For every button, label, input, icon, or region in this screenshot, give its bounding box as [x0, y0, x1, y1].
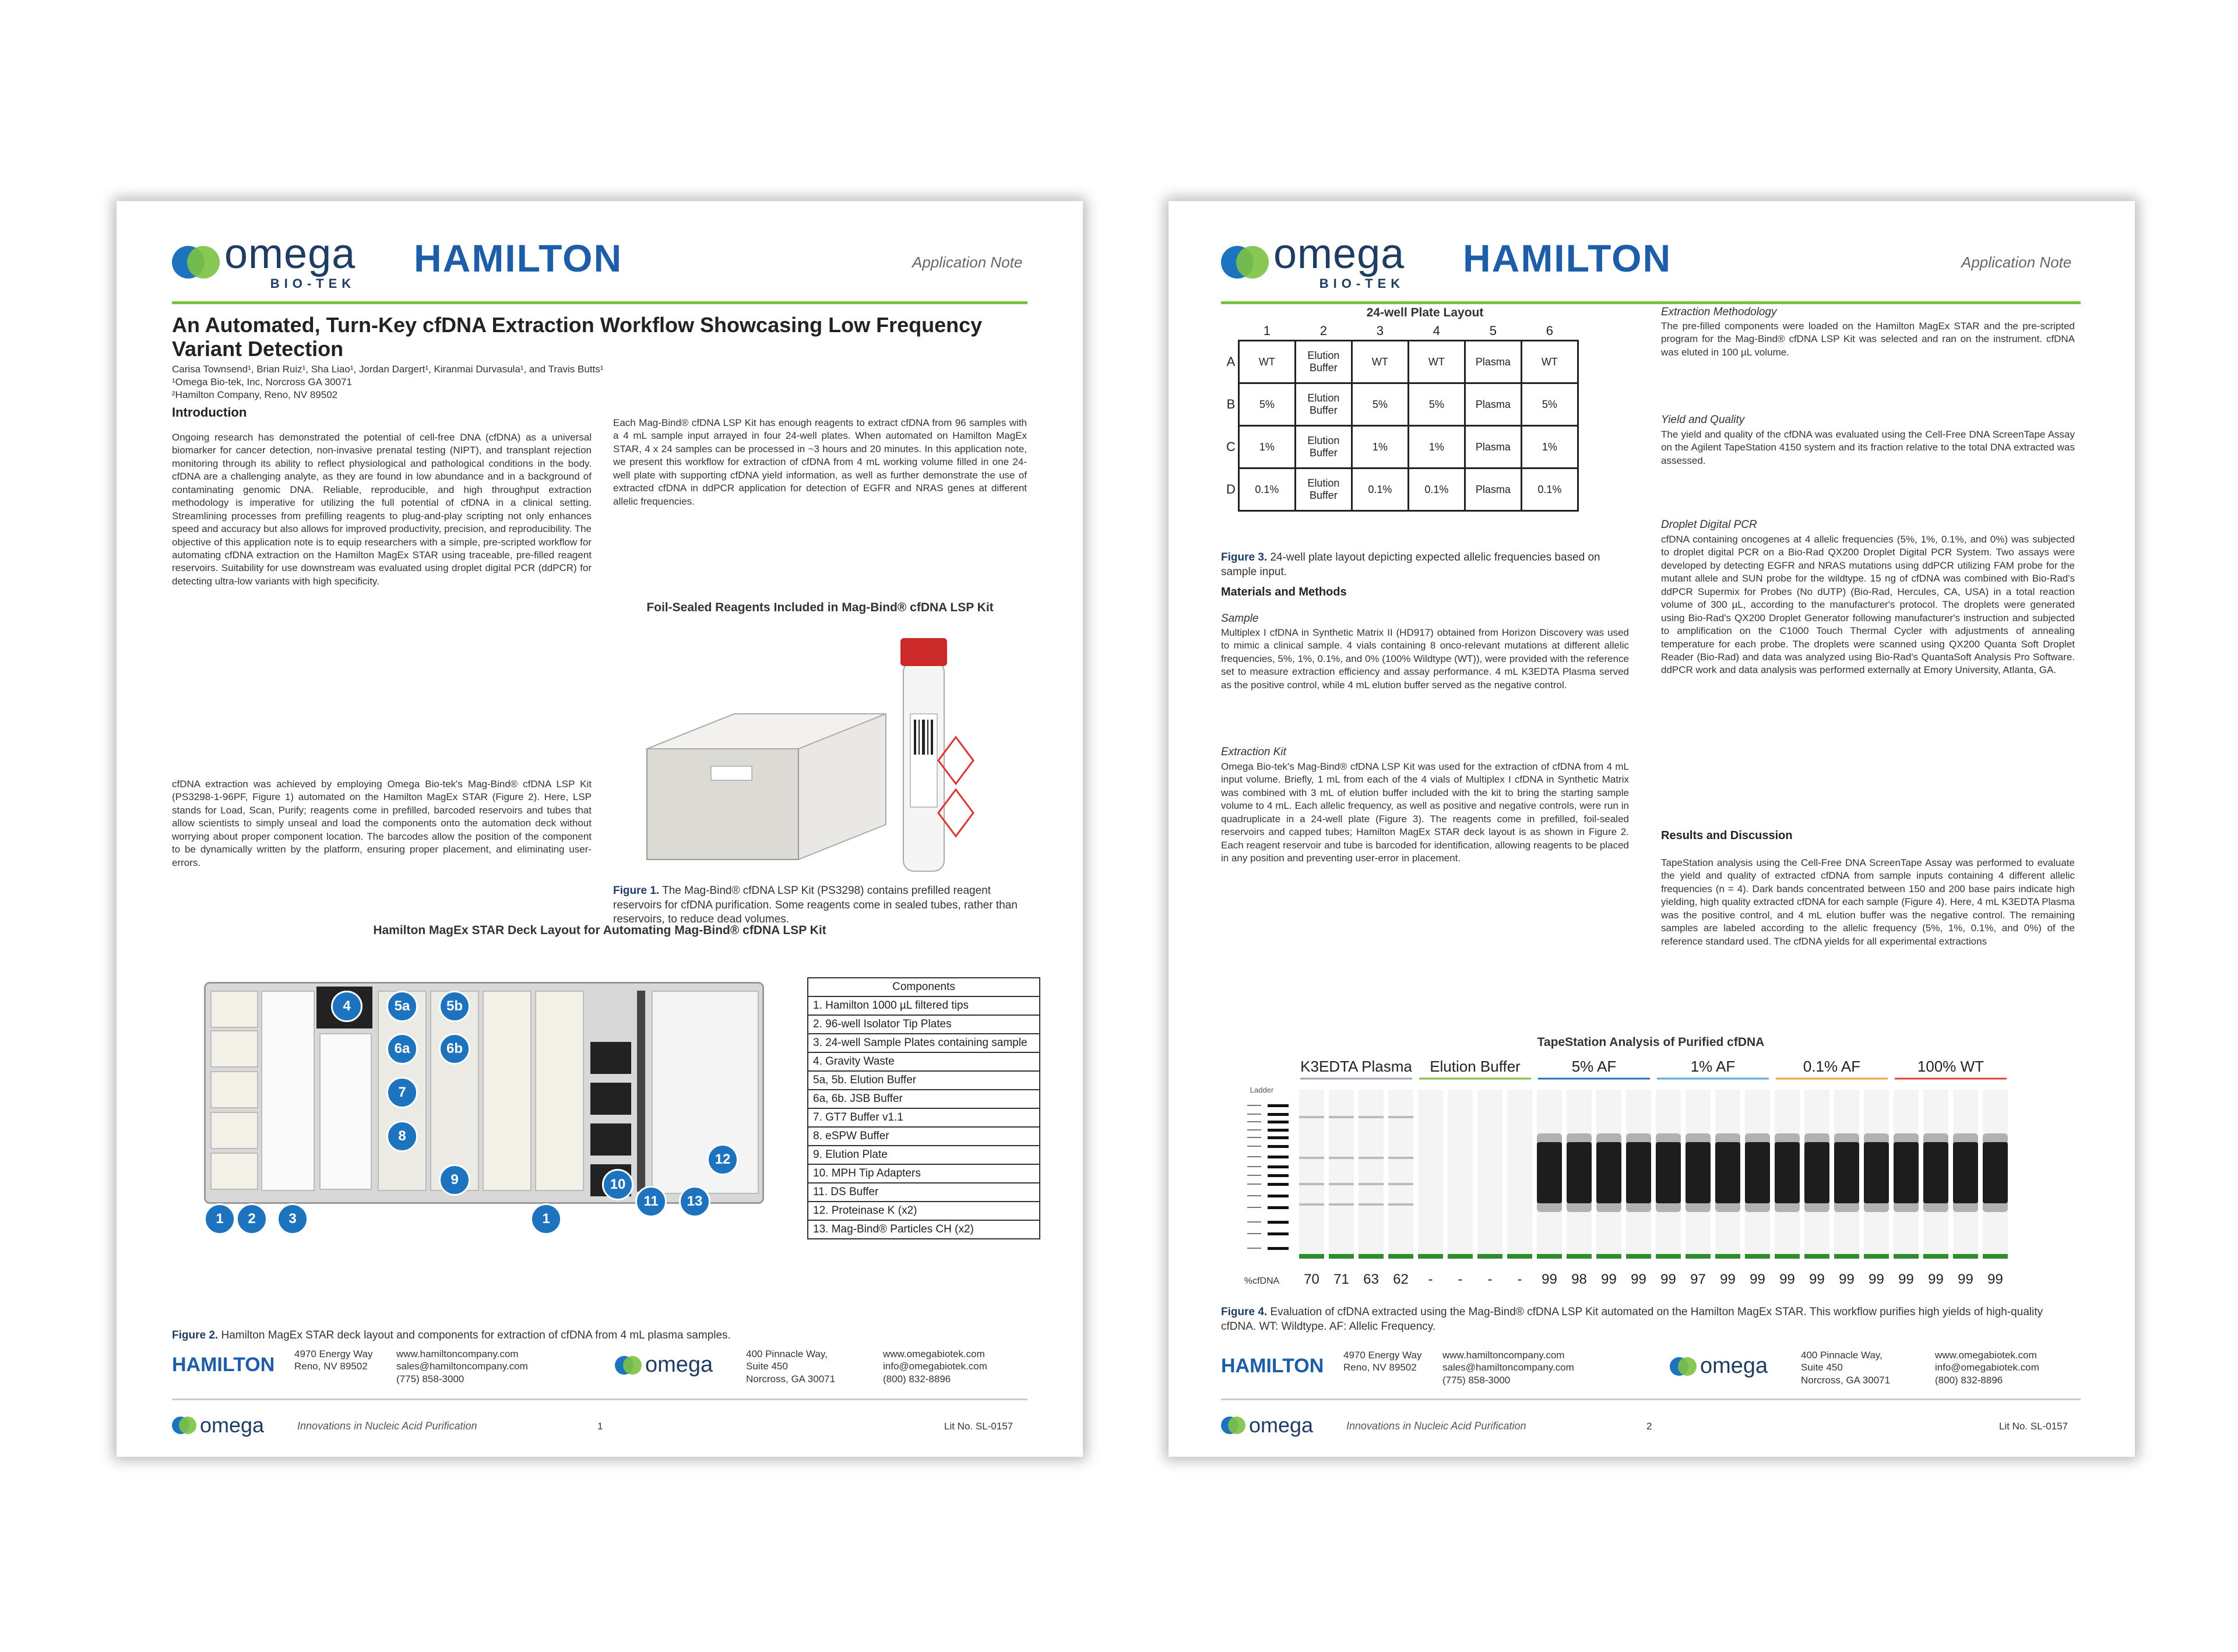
omega-sub: BIO-TEK [1319, 276, 1405, 291]
deck-badge: 12 [707, 1144, 738, 1175]
extraction-kit-text: Omega Bio-tek's Mag-Bind® cfDNA LSP Kit was used for the extraction of cfDNA from 4 mL input volume. Briefly, 1 mL from each of the 4 vials of Multiplex I cfDNA in Synthetic Matrix was combined with 3 mL of elution buffer included with the kit to bring the starting sample volume to 4 mL. Each allelic frequency, as well as positive and negative controls, were run in quadruplicate in a 24-well plate (Figure 3). The reagents come in prefilled, foil-sealed reservoirs and capped tubes; Hamilton MagEx STAR deck layout is as shown in Figure 2. Each reagent reservoir and tube is barcoded for identification, allowing reagents to be placed in any position and preventing user-error in placement. [1221, 761, 1629, 864]
gel-band-faint [1388, 1157, 1413, 1159]
lower-marker-band [1894, 1254, 1919, 1259]
gel-cfdna-value: 99 [1631, 1271, 1646, 1287]
deck-badge: 7 [386, 1077, 418, 1108]
deck-badge: 6a [386, 1033, 418, 1065]
omega-contact: www.omegabiotek.com info@omegabiotek.com (800) 832-8896 [1935, 1350, 2039, 1386]
ladder-tick [1247, 1129, 1261, 1130]
ladder-band [1268, 1113, 1289, 1116]
omega-footer-word: omega [645, 1352, 713, 1377]
contact-footer [1221, 1349, 2081, 1390]
component-row: 1. Hamilton 1000 µL filtered tips [808, 996, 1040, 1015]
lower-marker-band [1804, 1254, 1829, 1259]
gel-band-faint [1329, 1157, 1354, 1159]
gel-band-smear [1775, 1133, 1800, 1212]
gel-band-smear [1894, 1133, 1919, 1212]
ladder-band [1268, 1121, 1289, 1123]
ladder-tick [1247, 1137, 1261, 1138]
component-row: 5a, 5b. Elution Buffer [808, 1071, 1040, 1090]
gel-cfdna-value: 99 [1542, 1271, 1557, 1287]
figure-1-caption-text: The Mag-Bind® cfDNA LSP Kit (PS3298) contains prefilled reagent reservoirs for cfDNA purification. Some reagents come in sealed tubes, rather than reservoirs, to reduce dead volumes. [613, 885, 1018, 926]
gel-band-smear [1745, 1133, 1770, 1212]
lower-marker-band [1329, 1254, 1354, 1259]
ladder-band [1268, 1232, 1289, 1235]
omega-logo-icon [1221, 246, 1268, 279]
figure-4-label: Figure 4. [1221, 1306, 1268, 1318]
deck-badge: 8 [386, 1121, 418, 1152]
gel-cfdna-value: - [1487, 1271, 1493, 1287]
plate-row-header: A [1226, 354, 1236, 369]
hamilton-footer-logo: HAMILTON [172, 1354, 275, 1376]
ladder-band [1268, 1183, 1289, 1186]
authors: Carisa Townsend¹, Brian Ruiz¹, Sha Liao¹, Jordan Dargert¹, Kiranmai Durvasula¹, and Travis Butts¹ [172, 364, 604, 375]
header-rule [1221, 301, 2081, 304]
deck-badge: 5b [439, 991, 470, 1022]
omega-footer-word: omega [1700, 1354, 1768, 1378]
hamilton-address: 4970 Energy Way Reno, NV 89502 [1343, 1350, 1422, 1373]
figure-4-caption [1221, 1305, 2081, 1334]
deck-badge: 5a [386, 991, 418, 1022]
ladder-tick [1247, 1175, 1261, 1176]
component-row: 4. Gravity Waste [808, 1052, 1040, 1071]
lower-marker-band [1656, 1254, 1681, 1259]
ladder-tick [1247, 1166, 1261, 1167]
results-discussion-text: TapeStation analysis using the Cell-Free DNA ScreenTape Assay was performed to evaluate the yield and quality of extracted cfDNA from sample inputs containing 4 different allelic frequencies (n = 4). Dark bands concentrated between 150 and 200 base pairs indicate high yielding, high quality extracted cfDNA for each sample (Figure 4). Here, 4 mL K3EDTA Plasma was the positive control, and 4 mL elution buffer was the negative control. The remaining samples are labeled according to the allelic frequency (5%, 1%, 0.1%, and 0%) of the reference standard used. The cfDNA yields for all experimental extractions [1661, 857, 2075, 947]
gel-group-label: 100% WT [1917, 1058, 1984, 1075]
gel-band-smear [1715, 1133, 1740, 1212]
contact-footer [172, 1348, 1027, 1389]
lower-marker-band [1864, 1254, 1889, 1259]
component-row: 13. Mag-Bind® Particles CH (x2) [808, 1220, 1040, 1239]
omega-bottom-logo [1221, 1413, 1313, 1438]
plate-cell: WT [1408, 341, 1465, 383]
lower-marker-band [1567, 1254, 1592, 1259]
plate-col-header: 5 [1489, 323, 1497, 338]
component-row: 10. MPH Tip Adapters [808, 1164, 1040, 1183]
intro-paragraph-1: Ongoing research has demonstrated the potential of cell-free DNA (cfDNA) as a universal biomarker for cancer detection, non-invasive prenatal testing (NIPT), and transplant rejection monitoring through its ability to reflect physiological and pathological conditions in the body. cfDNA are a challenging analyte, as they are found in low abundance and in a background of contaminating genomic DNA. Reliable, reproducible, and high throughput extraction methodology is imperative for utilizing the full potential of cfDNA in a clinical setting. Streamlining processes from prefilling reagents to plug-and-play scripting not only enhances speed and accuracy but also allows for improved productivity, precision, and reproducibility. The objective of this application note is to equip researchers with a simple, pre-scripted workflow for automating cfDNA extraction on the Hamilton MagEx STAR using traceable, pre-filled reagent reservoirs. Suitability for use downstream was evaluated using droplet digital PCR (ddPCR) for detecting ultra-low variants with high specificity. [172, 432, 592, 587]
gel-lane [1359, 1090, 1384, 1259]
omega-logo [1221, 231, 1405, 291]
gel-cfdna-value: 99 [1601, 1271, 1617, 1287]
extraction-methodology-text: The pre-filled components were loaded on the Hamilton MagEx STAR and the pre-scripted program for the Mag-Bind® cfDNA LSP Kit was selected and ran on the instrument. cfDNA was eluted in 100 µL volume. [1661, 320, 2075, 358]
gel-band-smear [1656, 1133, 1681, 1212]
ladder-band [1268, 1221, 1289, 1224]
document-page-1 [117, 201, 1083, 1457]
ddpcr-heading: Droplet Digital PCR [1661, 519, 1757, 531]
gel-band-faint [1299, 1203, 1324, 1206]
plate-cell: Plasma [1465, 426, 1521, 469]
omega-footer-logo [1670, 1354, 1768, 1379]
ladder-band [1268, 1206, 1289, 1209]
plate-col-header: 3 [1376, 323, 1384, 338]
lower-marker-band [1299, 1254, 1324, 1259]
omega-wordmark: omega [1273, 231, 1405, 277]
document-page-2 [1169, 201, 2135, 1457]
intro-paragraph-2: cfDNA extraction was achieved by employing Omega Bio-tek's Mag-Bind® cfDNA LSP Kit (PS3298-1-96PF, Figure 1) automated on the Hamilton MagEx STAR (Figure 2). Here, LSP stands for Load, Scan, Purify; reagents come in prefilled, barcoded reservoirs and tubes that allow scientists to simply unseal and load the components onto the automation deck without worrying about proper component location. The barcodes allow the position of the component to be dynamically written by the platform, ensuring proper placement, and eliminating user-errors. [172, 779, 592, 868]
deck-badge: 10 [602, 1169, 634, 1200]
affiliation-2: ²Hamilton Company, Reno, NV 89502 [172, 389, 338, 400]
lower-marker-band [1775, 1254, 1800, 1259]
gel-band-smear [1537, 1133, 1562, 1212]
gel-band-smear [1596, 1133, 1621, 1212]
plate-cell: 0.1% [1352, 469, 1408, 511]
lower-marker-band [1953, 1254, 1978, 1259]
ladder-band [1268, 1129, 1289, 1132]
plate-cell: Plasma [1465, 341, 1521, 383]
plate-cell: 0.1% [1238, 469, 1295, 511]
gel-cfdna-value: 99 [1839, 1271, 1855, 1287]
ladder-tick [1247, 1248, 1261, 1249]
plate-cell: Plasma [1465, 383, 1521, 426]
yield-quality-text: The yield and quality of the cfDNA was evaluated using the Cell-Free DNA ScreenTape Assay on the Agilent TapeStation 4150 system and its fraction relative to the total DNA extracted was assessed. [1661, 429, 2075, 466]
lit-number: Lit No. SL-0157 [944, 1421, 1014, 1432]
lower-marker-band [1983, 1254, 2008, 1259]
deck-figure-title: Hamilton MagEx STAR Deck Layout for Automating Mag-Bind® cfDNA LSP Kit [373, 924, 826, 937]
omega-wordmark: omega [224, 231, 356, 277]
plate-cell: 5% [1238, 383, 1295, 426]
gel-band-smear [1983, 1133, 2008, 1212]
gel-lane [1299, 1090, 1324, 1259]
gel-group-label: 1% AF [1690, 1058, 1736, 1075]
yield-quality-heading: Yield and Quality [1661, 414, 1745, 426]
gel-lane [1388, 1090, 1413, 1259]
gel-band-faint [1388, 1183, 1413, 1185]
lower-marker-band [1923, 1254, 1948, 1259]
ladder-band [1268, 1136, 1289, 1139]
lit-number: Lit No. SL-0157 [1999, 1421, 2068, 1432]
gel-band-smear [1626, 1133, 1651, 1212]
plate-layout-table [1224, 322, 1579, 512]
hamilton-logo: HAMILTON [414, 237, 623, 280]
figure-1-label: Figure 1. [613, 885, 660, 897]
deck-badge: 3 [277, 1203, 308, 1235]
deck-badge: 13 [679, 1186, 710, 1217]
page-number: 2 [1646, 1421, 1652, 1432]
lower-marker-band [1359, 1254, 1384, 1259]
header-rule [172, 301, 1027, 304]
ladder-tick [1247, 1183, 1261, 1185]
lower-marker-band [1715, 1254, 1740, 1259]
right-paragraph-1: Each Mag-Bind® cfDNA LSP Kit has enough reagents to extract cfDNA from 96 samples with a 4 mL sample input arrayed in four 24-well plates. When automated on Hamilton MagEx STAR, 4 x 24 samples can be processed in ~3 hours and 20 minutes. In this application note, we present this workflow for extraction of cfDNA from 4 mL working volume filled in one 24-well plate with supporting cfDNA yield information, as well as further demonstrate the use of extracted cfDNA in ddPCR application for detection of EGFR and NRAS genes at different allelic frequencies. [613, 417, 1027, 507]
lower-marker-band [1477, 1254, 1502, 1259]
omega-contact: www.omegabiotek.com info@omegabiotek.com (800) 832-8896 [883, 1348, 987, 1385]
lower-marker-band [1388, 1254, 1413, 1259]
ladder-tick [1247, 1121, 1261, 1122]
component-row: 2. 96-well Isolator Tip Plates [808, 1015, 1040, 1034]
plate-row-header: D [1226, 482, 1236, 496]
figure-3-caption-text: 24-well plate layout depicting expected allelic frequencies based on sample input. [1221, 551, 1600, 578]
lower-marker-band [1448, 1254, 1473, 1259]
gel-group-label: K3EDTA Plasma [1300, 1058, 1412, 1075]
page-number: 1 [597, 1421, 603, 1432]
lower-marker-band [1507, 1254, 1532, 1259]
intro-heading: Introduction [172, 405, 247, 420]
gel-band-smear [1953, 1133, 1978, 1212]
hamilton-logo: HAMILTON [1463, 237, 1672, 280]
deck-badge: 1 [530, 1203, 562, 1235]
ladder-tick [1247, 1114, 1261, 1115]
components-header: Components [808, 978, 1040, 996]
omega-bottom-logo [172, 1413, 264, 1438]
gel-band-faint [1359, 1203, 1384, 1206]
plate-cell: 1% [1352, 426, 1408, 469]
omega-bottom-word: omega [200, 1413, 265, 1437]
component-row: 8. eSPW Buffer [808, 1127, 1040, 1146]
plate-cell: Elution Buffer [1295, 383, 1352, 426]
extraction-methodology-heading: Extraction Methodology [1661, 306, 1777, 318]
plate-cell: Elution Buffer [1295, 426, 1352, 469]
gel-cfdna-value: 99 [1720, 1271, 1736, 1287]
footer-rule [172, 1399, 1027, 1400]
figure-2-caption [172, 1329, 1027, 1343]
omega-sub: BIO-TEK [270, 276, 356, 291]
omega-logo-icon [172, 246, 219, 279]
component-row: 6a, 6b. JSB Buffer [808, 1090, 1040, 1108]
plate-col-header: 4 [1433, 323, 1441, 338]
gel-cfdna-value: 62 [1393, 1271, 1409, 1287]
plate-cell: 5% [1408, 383, 1465, 426]
extraction-kit-heading: Extraction Kit [1221, 746, 1286, 758]
deck-badge: 4 [331, 991, 363, 1022]
plate-cell: 5% [1521, 383, 1578, 426]
gel-cfdna-value: 99 [1987, 1271, 2003, 1287]
ladder-band [1268, 1165, 1289, 1168]
ladder-tick [1247, 1233, 1261, 1234]
plate-cell: Plasma [1465, 469, 1521, 511]
plate-cell: Elution Buffer [1295, 469, 1352, 511]
omega-footer-logo [615, 1352, 713, 1378]
gel-title: TapeStation Analysis of Purified cfDNA [1537, 1035, 1765, 1049]
gel-band-faint [1359, 1157, 1384, 1159]
gel-group-label: 0.1% AF [1803, 1058, 1861, 1075]
omega-address: 400 Pinnacle Way, Suite 450 Norcross, GA 30071 [746, 1348, 836, 1385]
gel-band-faint [1359, 1116, 1384, 1118]
gel-band-smear [1567, 1133, 1592, 1212]
component-row: 9. Elution Plate [808, 1146, 1040, 1164]
omega-bottom-word: omega [1249, 1413, 1314, 1437]
plate-cell: 0.1% [1408, 469, 1465, 511]
gel-band-faint [1329, 1116, 1354, 1118]
gel-band-faint [1299, 1183, 1324, 1185]
gel-pct-label: %cfDNA [1244, 1276, 1280, 1286]
gel-band-smear [1804, 1133, 1829, 1212]
ladder-band [1268, 1104, 1289, 1107]
ladder-tick [1247, 1195, 1261, 1196]
ladder-band [1268, 1195, 1289, 1197]
gel-band-faint [1329, 1183, 1354, 1185]
deck-badge: 11 [635, 1186, 667, 1217]
plate-col-header: 6 [1546, 323, 1554, 338]
ladder-band [1268, 1156, 1289, 1158]
lower-marker-band [1537, 1254, 1562, 1259]
figure-2-caption-text: Hamilton MagEx STAR deck layout and components for extraction of cfDNA from 4 mL plasma samples. [221, 1329, 731, 1341]
gel-cfdna-value: - [1428, 1271, 1433, 1287]
component-row: 7. GT7 Buffer v1.1 [808, 1108, 1040, 1127]
plate-cell: 5% [1352, 383, 1408, 426]
plate-cell: WT [1521, 341, 1578, 383]
application-note-label: Application Note [912, 253, 1023, 271]
plate-cell: WT [1238, 341, 1295, 383]
sample-text: Multiplex I cfDNA in Synthetic Matrix II (HD917) obtained from Horizon Discovery was used to mimic a clinical sample. 4 vials containing 8 onco-relevant mutations at different allelic frequencies, 5%, 1%, 0.1%, and 0% (100% Wildtype (WT)), were provided with the reference set to measure extraction efficiency and assay performance. 4 mL K3EDTA Plasma served as the positive control, while 4 mL elution buffer served as the negative control. [1221, 627, 1629, 691]
plate-cell: 1% [1521, 426, 1578, 469]
kit-product-image [641, 626, 1002, 883]
figure-4-caption-text: Evaluation of cfDNA extracted using the Mag-Bind® cfDNA LSP Kit automated on the Hamilton MagEx STAR. This workflow purifies high yields of high-quality cfDNA. WT: Wildtype. AF: Allelic Frequency. [1221, 1306, 2043, 1333]
gel-ladder-label: Ladder [1250, 1086, 1274, 1094]
ladder-band [1268, 1145, 1289, 1148]
gel-cfdna-value: 99 [1779, 1271, 1795, 1287]
plate-cell: 1% [1408, 426, 1465, 469]
lower-marker-band [1596, 1254, 1621, 1259]
lower-marker-band [1626, 1254, 1651, 1259]
gel-group-label: 5% AF [1571, 1058, 1617, 1075]
gel-band-smear [1834, 1133, 1859, 1212]
deck-badge: 1 [204, 1203, 235, 1235]
deck-badge: 6b [439, 1033, 470, 1065]
lower-marker-band [1685, 1254, 1711, 1259]
gel-lane [1448, 1090, 1473, 1259]
gel-cfdna-value: 99 [1750, 1271, 1765, 1287]
gel-lane [1507, 1090, 1532, 1259]
figure-3-label: Figure 3. [1221, 551, 1268, 563]
lower-marker-band [1418, 1254, 1443, 1259]
tagline: Innovations in Nucleic Acid Purification [1346, 1420, 1526, 1432]
gel-cfdna-value: 98 [1571, 1271, 1587, 1287]
foil-figure-title: Foil-Sealed Reagents Included in Mag-Bind® cfDNA LSP Kit [646, 601, 994, 614]
hamilton-footer-logo: HAMILTON [1221, 1355, 1324, 1377]
component-row: 3. 24-well Sample Plates containing sample [808, 1034, 1040, 1052]
application-note-label: Application Note [1961, 253, 2072, 271]
gel-cfdna-value: 99 [1660, 1271, 1676, 1287]
hamilton-contact: www.hamiltoncompany.com sales@hamiltoncompany.com (775) 858-3000 [1442, 1350, 1574, 1386]
deck-layout-diagram [204, 982, 764, 1204]
gel-lane [1329, 1090, 1354, 1259]
gel-band-faint [1299, 1157, 1324, 1159]
component-row: 12. Proteinase K (x2) [808, 1202, 1040, 1220]
gel-lane [1418, 1090, 1443, 1259]
lower-marker-band [1834, 1254, 1859, 1259]
gel-cfdna-value: - [1458, 1271, 1463, 1287]
gel-cfdna-value: - [1517, 1271, 1522, 1287]
gel-cfdna-value: 99 [1958, 1271, 1973, 1287]
gel-band-smear [1923, 1133, 1948, 1212]
omega-address: 400 Pinnacle Way, Suite 450 Norcross, GA 30071 [1801, 1350, 1891, 1386]
ddpcr-text: cfDNA containing oncogenes at 4 allelic frequencies (5%, 1%, 0.1%, and 0%) was subjected to droplet digital PCR on a Bio-Rad QX200 Droplet Digital PCR System. Two assays were developed by detecting EGFR and NRAS mutations using ddPCR utilizing FAM probe for the mutant allele and SUN probe for the wildtype. 15 ng of cfDNA was combined with Bio-Rad's ddPCR Supermix for Probes (No dUTP) (Bio-Rad, Hercules, CA, USA) in a total reaction volume of 300 µL, according to the manufacturer's protocol. The droplets were generated using Bio-Rad's QX200 Droplet Generator following manufacturer's instruction and subjected to amplification on the C1000 Touch Thermal Cycler with adjustments of annealing temperature for each probe. The droplets were scanned using QX200 Quanta Soft Droplet Reader (Bio-Rad) and data was analyzed using Bio-Rad's QuantaSoft Analysis Pro Software. ddPCR work and data analysis was performed externally at Emory University, Atlanta, GA. [1661, 534, 2075, 676]
tagline: Innovations in Nucleic Acid Purification [297, 1420, 477, 1432]
ladder-band [1268, 1247, 1289, 1250]
gel-lane [1477, 1090, 1502, 1259]
gel-cfdna-value: 99 [1809, 1271, 1825, 1287]
results-discussion-heading: Results and Discussion [1661, 829, 1793, 842]
materials-methods-heading: Materials and Methods [1221, 586, 1347, 598]
omega-logo [172, 231, 356, 291]
deck-bottom-badges [204, 1193, 763, 1238]
gel-group-label: Elution Buffer [1430, 1058, 1521, 1075]
components-table [807, 977, 1040, 1239]
ladder-band [1268, 1174, 1289, 1177]
plate-cell: WT [1352, 341, 1408, 383]
plate-cell: Elution Buffer [1295, 341, 1352, 383]
affiliation-1: ¹Omega Bio-tek, Inc, Norcross GA 30071 [172, 376, 352, 388]
gel-band-faint [1329, 1203, 1354, 1206]
hamilton-address: 4970 Energy Way Reno, NV 89502 [294, 1348, 373, 1372]
plate-row-header: C [1226, 439, 1236, 454]
plate-row-header: B [1226, 397, 1236, 411]
gel-cfdna-value: 71 [1333, 1271, 1349, 1287]
ladder-tick [1247, 1207, 1261, 1208]
gel-band-smear [1685, 1133, 1711, 1212]
gel-cfdna-value: 99 [1898, 1271, 1914, 1287]
plate-title: 24-well Plate Layout [1366, 306, 1484, 319]
ladder-tick [1247, 1221, 1261, 1223]
gel-cfdna-value: 70 [1304, 1271, 1319, 1287]
plate-cell: 0.1% [1521, 469, 1578, 511]
figure-2-label: Figure 2. [172, 1329, 219, 1341]
plate-col-header: 1 [1263, 323, 1271, 338]
figure-3-caption [1221, 551, 1629, 579]
gel-band-faint [1388, 1203, 1413, 1206]
gel-cfdna-value: 99 [1868, 1271, 1884, 1287]
plate-col-header: 2 [1319, 323, 1328, 338]
gel-band-smear [1864, 1133, 1889, 1212]
lower-marker-band [1745, 1254, 1770, 1259]
gel-cfdna-value: 99 [1928, 1271, 1944, 1287]
gel-cfdna-value: 63 [1363, 1271, 1379, 1287]
figure-1-caption [613, 884, 1027, 927]
footer-rule [1221, 1399, 2081, 1400]
plate-cell: 1% [1238, 426, 1295, 469]
gel-band-faint [1359, 1183, 1384, 1185]
gel-band-faint [1388, 1116, 1413, 1118]
deck-badge: 2 [236, 1203, 268, 1235]
deck-badge: 9 [439, 1164, 470, 1196]
ladder-tick [1247, 1105, 1261, 1106]
ladder-tick [1247, 1146, 1261, 1147]
paper-title: An Automated, Turn-Key cfDNA Extraction Workflow Showcasing Low Frequency Variant Detection [172, 313, 983, 361]
tapestation-gel-image [1221, 1058, 2084, 1302]
gel-band-faint [1299, 1116, 1324, 1118]
gel-cfdna-value: 97 [1690, 1271, 1706, 1287]
ladder-tick [1247, 1156, 1261, 1157]
sample-heading: Sample [1221, 612, 1259, 625]
component-row: 11. DS Buffer [808, 1183, 1040, 1202]
hamilton-contact: www.hamiltoncompany.com sales@hamiltoncompany.com (775) 858-3000 [396, 1348, 528, 1385]
